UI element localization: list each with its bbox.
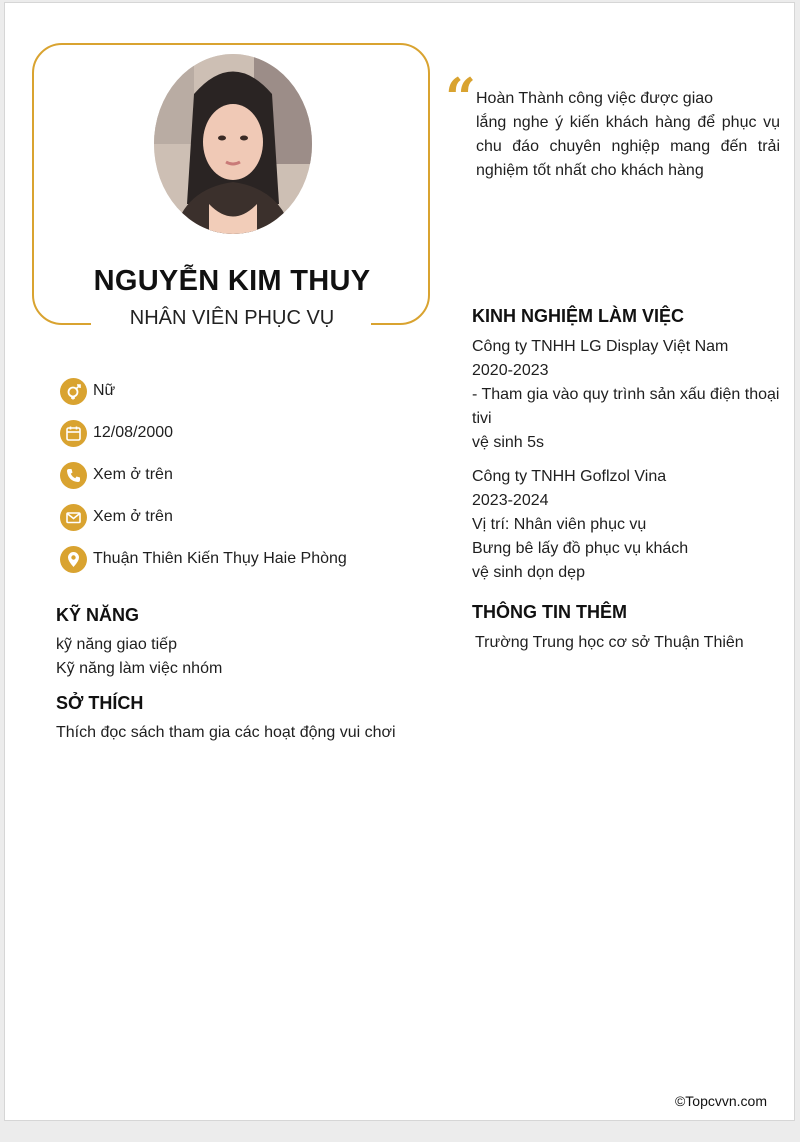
objective-line: Hoàn Thành công việc được giao	[476, 90, 714, 107]
phone-icon	[60, 462, 87, 489]
skills-heading: KỸ NĂNG	[56, 605, 140, 625]
contact-gender-text: Nữ	[93, 382, 116, 399]
contact-address-text: Thuận Thiên Kiến Thụy Haie Phòng	[93, 550, 347, 567]
job-detail: vệ sinh 5s	[472, 434, 545, 451]
skill-item: kỹ năng giao tiếp	[56, 636, 177, 653]
email-icon	[60, 504, 87, 531]
candidate-role: NHÂN VIÊN PHỤC VỤ	[129, 307, 335, 329]
job-company: Công ty TNHH Goflzol Vina	[472, 468, 667, 485]
avatar-photo	[154, 54, 312, 234]
contact-phone	[60, 461, 173, 489]
contact-birthday-text: 12/08/2000	[93, 424, 174, 441]
cv-page	[4, 2, 795, 1121]
job-detail: - Tham gia vào quy trình sản xấu điện thoại tivi	[472, 386, 780, 427]
job-detail: Bưng bê lấy đồ phục vụ khách	[472, 540, 689, 557]
contact-gender	[60, 377, 115, 405]
job-period: 2023-2024	[472, 492, 549, 509]
contact-email	[60, 503, 173, 531]
hobbies-heading: SỞ THÍCH	[56, 693, 144, 713]
career-objective	[476, 87, 780, 183]
extra-info-heading: THÔNG TIN THÊM	[472, 602, 627, 622]
job-period: 2020-2023	[472, 362, 549, 379]
candidate-name: NGUYỄN KIM THUY	[93, 265, 371, 297]
hobbies-text: Thích đọc sách tham gia các hoạt động vui chơi	[56, 724, 396, 741]
location-icon	[60, 546, 87, 573]
job-company: Công ty TNHH LG Display Việt Nam	[472, 338, 729, 355]
objective-line: lắng nghe ý kiến khách hàng để phục vụ chu đáo chuyên nghiệp mang đến trải nghiệm tốt nhất cho khách hàng	[476, 114, 780, 179]
skill-item: Kỹ năng làm việc nhóm	[56, 660, 223, 677]
job-detail: Vị trí: Nhân viên phục vụ	[472, 516, 647, 533]
calendar-icon	[60, 420, 87, 447]
contact-email-text: Xem ở trên	[93, 508, 173, 525]
contact-birthday	[60, 419, 173, 447]
avatar	[154, 54, 312, 234]
copyright: ©Topcvvn.com	[674, 1093, 767, 1109]
contact-phone-text: Xem ở trên	[93, 466, 173, 483]
extra-info-text: Trường Trung học cơ sở Thuận Thiên	[475, 634, 744, 651]
experience-heading: KINH NGHIỆM LÀM VIỆC	[472, 306, 685, 326]
job-detail: vệ sinh dọn dẹp	[472, 564, 585, 581]
gender-icon	[60, 378, 87, 405]
quote-icon: “	[445, 66, 477, 130]
contact-address	[60, 545, 347, 573]
